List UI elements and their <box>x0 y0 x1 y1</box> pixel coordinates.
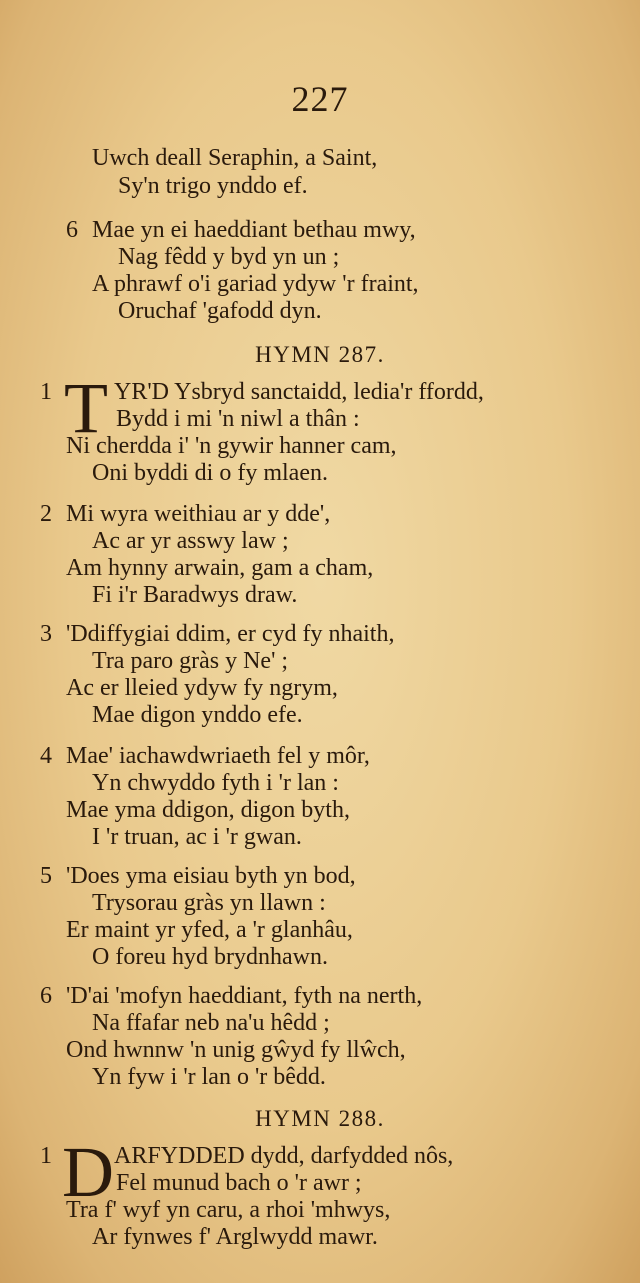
page-number: 227 <box>291 79 349 119</box>
verse-line: Tra paro gràs y Ne' ; <box>92 648 289 674</box>
verse-line: Fi i'r Baradwys draw. <box>92 582 298 608</box>
verse-line: YR'D Ysbryd sanctaidd, ledia'r ffordd, <box>114 379 484 405</box>
verse-line: 'D'ai 'mofyn haeddiant, fyth na nerth, <box>66 983 423 1009</box>
verse-line: Ac ar yr asswy law ; <box>92 528 289 554</box>
verse-line: Sy'n trigo ynddo ef. <box>118 173 308 199</box>
verse-line: Nag fêdd y byd yn un ; <box>118 244 340 270</box>
hymn-title: HYMN 287. <box>255 342 385 367</box>
verse-line: Bydd i mi 'n niwl a thân : <box>116 406 360 432</box>
verse-line: Mae' iachawdwriaeth fel y môr, <box>66 743 370 769</box>
verse-number: 6 <box>40 983 52 1009</box>
verse-line: Oni byddi di o fy mlaen. <box>92 460 328 486</box>
drop-cap: D <box>62 1132 114 1212</box>
verse-line: Mae yma ddigon, digon byth, <box>66 797 350 823</box>
verse-line: Trysorau gràs yn llawn : <box>92 890 326 916</box>
verse-number: 1 <box>40 379 52 405</box>
verse-line: Yn chwyddo fyth i 'r lan : <box>92 770 339 796</box>
verse-line: Fel munud bach o 'r awr ; <box>116 1170 362 1196</box>
hymn-title: HYMN 288. <box>255 1106 385 1131</box>
drop-cap: T <box>64 368 108 448</box>
verse-number: 1 <box>40 1143 52 1169</box>
verse-number: 4 <box>40 743 52 769</box>
verse-line: Tra f' wyf yn caru, a rhoi 'mhwys, <box>66 1197 391 1223</box>
verse-line: O foreu hyd brydnhawn. <box>92 944 328 970</box>
verse-line: Am hynny arwain, gam a cham, <box>66 555 374 581</box>
verse-line: 'Does yma eisiau byth yn bod, <box>66 863 356 889</box>
verse-line: Ac er lleied ydyw fy ngrym, <box>66 675 338 701</box>
verse-line: 'Ddiffygiai ddim, er cyd fy nhaith, <box>66 621 395 647</box>
verse-line: Yn fyw i 'r lan o 'r bêdd. <box>92 1064 326 1090</box>
verse-number: 3 <box>40 621 52 647</box>
verse-line: Oruchaf 'gafodd dyn. <box>118 298 322 324</box>
verse-line: Mi wyra weithiau ar y dde', <box>66 501 331 527</box>
verse-number: 6 <box>66 217 78 243</box>
verse-number: 2 <box>40 501 52 527</box>
verse-line: ARFYDDED dydd, darfydded nôs, <box>114 1143 454 1169</box>
verse-line: I 'r truan, ac i 'r gwan. <box>92 824 302 850</box>
verse-line: Uwch deall Seraphin, a Saint, <box>92 145 378 171</box>
verse-line: A phrawf o'i gariad ydyw 'r fraint, <box>92 271 419 297</box>
verse-line: Mae yn ei haeddiant bethau mwy, <box>92 217 416 243</box>
verse-line: Ar fynwes f' Arglwydd mawr. <box>92 1224 378 1250</box>
verse-line: Ond hwnnw 'n unig gŵyd fy llŵch, <box>66 1037 406 1063</box>
verse-line: Er maint yr yfed, a 'r glanhâu, <box>66 917 353 943</box>
verse-number: 5 <box>40 863 52 889</box>
verse-line: Ni cherdda i' 'n gywir hanner cam, <box>66 433 397 459</box>
verse-line: Mae digon ynddo efe. <box>92 702 303 728</box>
verse-line: Na ffafar neb na'u hêdd ; <box>92 1010 330 1036</box>
